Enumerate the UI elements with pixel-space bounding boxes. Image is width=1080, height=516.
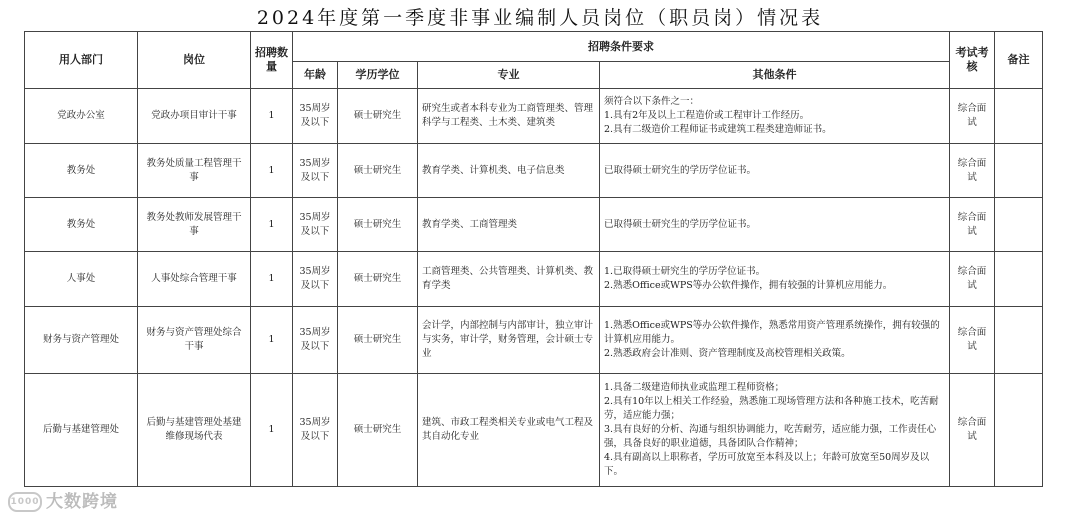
cell-age: 35周岁及以下 bbox=[293, 89, 338, 144]
cell-age: 35周岁及以下 bbox=[293, 374, 338, 487]
cell-exam: 综合面试 bbox=[950, 144, 995, 198]
header-dept: 用人部门 bbox=[25, 32, 138, 89]
condition-line: 1.具有2年及以上工程造价或工程审计工作经历。 bbox=[604, 110, 810, 121]
cell-dept: 后勤与基建管理处 bbox=[25, 374, 138, 487]
table-row bbox=[25, 144, 1043, 198]
watermark-logo-icon: 1000 bbox=[8, 492, 42, 512]
cell-dept: 人事处 bbox=[25, 252, 138, 307]
condition-line: 1.熟悉Office或WPS等办公软件操作，熟悉常用资产管理系统操作，拥有较强的计算机应用能力。 bbox=[604, 320, 940, 345]
cell-remark bbox=[995, 198, 1043, 252]
condition-line: 须符合以下条件之一： bbox=[604, 96, 700, 107]
cell-other bbox=[600, 89, 950, 144]
condition-line: 已取得硕士研究生的学历学位证书。 bbox=[604, 164, 757, 176]
header-exam: 考试考核 bbox=[950, 32, 995, 89]
cell-exam: 综合面试 bbox=[950, 89, 995, 144]
cell-count: 1 bbox=[251, 252, 293, 307]
page-title: 2024年度第一季度非事业编制人员岗位（职员岗）情况表 bbox=[256, 7, 824, 29]
header-edu: 学历学位 bbox=[338, 62, 418, 89]
table-row bbox=[25, 307, 1043, 374]
cell-edu: 硕士研究生 bbox=[338, 89, 418, 144]
recruitment-table bbox=[24, 31, 1043, 487]
cell-major: 教育学类、工商管理类 bbox=[418, 198, 600, 252]
header-remark: 备注 bbox=[995, 32, 1043, 89]
table-row bbox=[25, 198, 1043, 252]
cell-post: 财务与资产管理处综合干事 bbox=[138, 307, 251, 374]
cell-exam: 综合面试 bbox=[950, 374, 995, 487]
cell-dept: 教务处 bbox=[25, 198, 138, 252]
cell-age: 35周岁及以下 bbox=[293, 252, 338, 307]
cell-post: 人事处综合管理干事 bbox=[138, 252, 251, 307]
condition-line: 2.具有10年以上相关工作经验，熟悉施工现场管理方法和各种施工技术，吃苦耐劳，适应能力强； bbox=[604, 396, 939, 421]
cell-post: 教务处质量工程管理干事 bbox=[138, 144, 251, 198]
cell-other bbox=[600, 307, 950, 374]
cell-age: 35周岁及以下 bbox=[293, 198, 338, 252]
cell-dept: 教务处 bbox=[25, 144, 138, 198]
condition-line: 已取得硕士研究生的学历学位证书。 bbox=[604, 218, 757, 230]
cell-dept: 党政办公室 bbox=[25, 89, 138, 144]
cell-other bbox=[600, 252, 950, 307]
cell-exam: 综合面试 bbox=[950, 307, 995, 374]
cell-count: 1 bbox=[251, 374, 293, 487]
header-conditions: 招聘条件要求 bbox=[293, 32, 950, 62]
cell-edu: 硕士研究生 bbox=[338, 198, 418, 252]
condition-line: 1.具备二级建造师执业或监理工程师资格； bbox=[604, 382, 785, 393]
cell-count: 1 bbox=[251, 307, 293, 374]
condition-line: 2.具有二级造价工程师证书或建筑工程类建造师证书。 bbox=[604, 124, 832, 135]
cell-major: 建筑、市政工程类相关专业或电气工程及其自动化专业 bbox=[418, 374, 600, 487]
condition-line: 4.具有副高以上职称者，学历可放宽至本科及以上；年龄可放宽至50周岁及以下。 bbox=[604, 452, 930, 477]
condition-line: 1.已取得硕士研究生的学历学位证书。 bbox=[604, 266, 766, 277]
cell-major: 教育学类、计算机类、电子信息类 bbox=[418, 144, 600, 198]
cell-dept: 财务与资产管理处 bbox=[25, 307, 138, 374]
watermark bbox=[8, 487, 118, 512]
cell-edu: 硕士研究生 bbox=[338, 252, 418, 307]
cell-remark bbox=[995, 307, 1043, 374]
cell-edu: 硕士研究生 bbox=[338, 374, 418, 487]
condition-line: 3.具有良好的分析、沟通与组织协调能力，吃苦耐劳，适应能力强，工作责任心强，具备良好的职业道德，具备团队合作精神； bbox=[604, 424, 937, 449]
cell-remark bbox=[995, 252, 1043, 307]
cell-exam: 综合面试 bbox=[950, 198, 995, 252]
watermark-text: 大数跨境 bbox=[46, 492, 118, 512]
cell-count: 1 bbox=[251, 89, 293, 144]
header-post: 岗位 bbox=[138, 32, 251, 89]
cell-remark bbox=[995, 89, 1043, 144]
header-count: 招聘数量 bbox=[251, 32, 293, 89]
cell-edu: 硕士研究生 bbox=[338, 144, 418, 198]
cell-other bbox=[600, 144, 950, 198]
cell-post: 党政办项目审计干事 bbox=[138, 89, 251, 144]
table-row bbox=[25, 252, 1043, 307]
condition-line: 2.熟悉政府会计准则、资产管理制度及高校管理相关政策。 bbox=[604, 348, 851, 359]
header-other: 其他条件 bbox=[600, 62, 950, 89]
cell-exam: 综合面试 bbox=[950, 252, 995, 307]
table-row bbox=[25, 89, 1043, 144]
table-row bbox=[25, 374, 1043, 487]
cell-edu: 硕士研究生 bbox=[338, 307, 418, 374]
cell-other bbox=[600, 374, 950, 487]
cell-count: 1 bbox=[251, 144, 293, 198]
cell-major: 研究生或者本科专业为工商管理类、管理科学与工程类、土木类、建筑类 bbox=[418, 89, 600, 144]
cell-remark bbox=[995, 144, 1043, 198]
cell-age: 35周岁及以下 bbox=[293, 307, 338, 374]
cell-other bbox=[600, 198, 950, 252]
cell-major: 工商管理类、公共管理类、计算机类、教育学类 bbox=[418, 252, 600, 307]
condition-line: 2.熟悉Office或WPS等办公软件操作，拥有较强的计算机应用能力。 bbox=[604, 280, 893, 291]
cell-remark bbox=[995, 374, 1043, 487]
header-major: 专业 bbox=[418, 62, 600, 89]
cell-age: 35周岁及以下 bbox=[293, 144, 338, 198]
cell-major: 会计学，内部控制与内部审计，独立审计与实务，审计学，财务管理，会计硕士专业 bbox=[418, 307, 600, 374]
cell-post: 教务处教师发展管理干事 bbox=[138, 198, 251, 252]
cell-post: 后勤与基建管理处基建维修现场代表 bbox=[138, 374, 251, 487]
header-age: 年龄 bbox=[293, 62, 338, 89]
cell-count: 1 bbox=[251, 198, 293, 252]
